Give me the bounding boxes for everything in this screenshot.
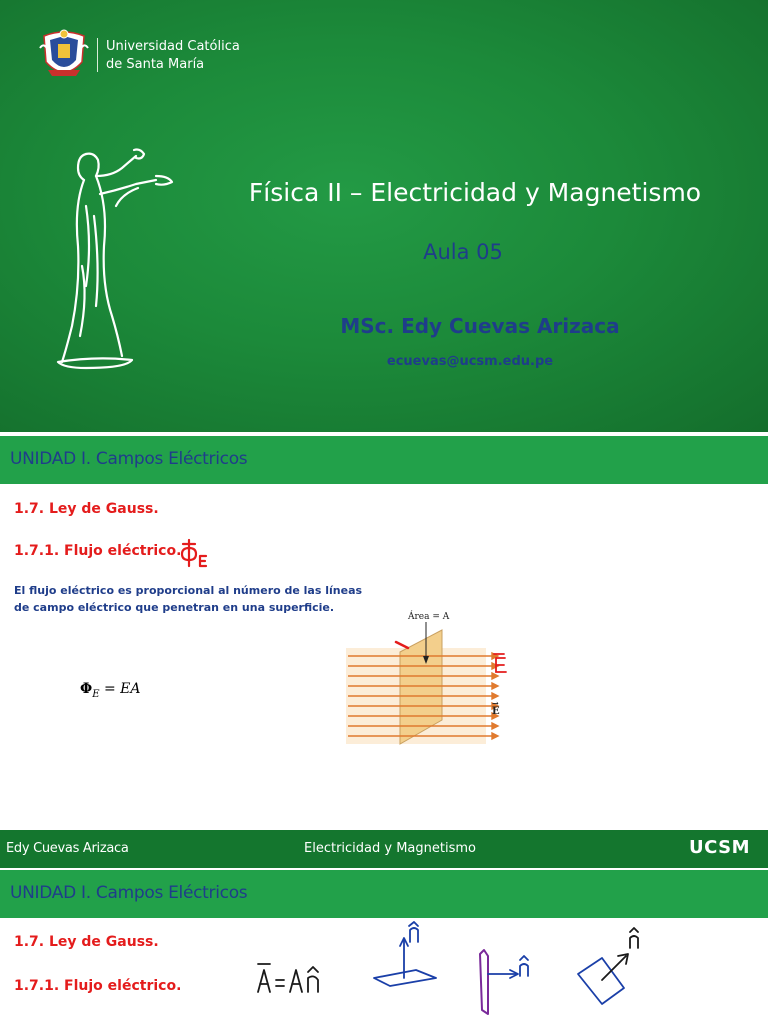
footer-brand-logo: UCSM <box>688 837 750 858</box>
logo-divider <box>97 38 98 72</box>
figure-field-label: → E <box>492 698 500 717</box>
university-crest-icon <box>38 26 90 84</box>
teacher-name: MSc. Edy Cuevas Arizaca <box>340 314 620 338</box>
university-name-line2: de Santa María <box>106 57 205 72</box>
teacher-email[interactable]: ecuevas@ucsm.edu.pe <box>386 354 554 369</box>
handwritten-vector-sketches <box>240 918 660 1018</box>
slide-footer <box>0 830 768 868</box>
section-heading-2: 1.7. Ley de Gauss. <box>14 934 159 950</box>
course-title: Física II – Electricidad y Magnetismo <box>248 178 702 207</box>
statue-illustration <box>56 146 186 372</box>
handwritten-phi-icon <box>180 538 214 568</box>
flux-description: El flujo eléctrico es proporcional al número de las líneas de campo eléctrico que penetran en una superficie. <box>14 584 363 614</box>
unit-header-text-2: UNIDAD I. Campos Eléctricos <box>10 883 248 903</box>
unit-header-bar-2 <box>0 870 768 918</box>
figure-field-letter: E <box>492 706 500 717</box>
figure-area-label: Área = A <box>408 612 450 622</box>
section-heading: 1.7. Ley de Gauss. <box>14 501 159 517</box>
electric-flux-figure <box>342 608 512 748</box>
flux-formula: $\Phi_E$ = EA <box>80 681 141 700</box>
university-name-line1: Universidad Católica <box>106 39 240 54</box>
subsection-heading: 1.7.1. Flujo eléctrico. <box>14 543 182 559</box>
university-name <box>106 38 240 74</box>
footer-course: Electricidad y Magnetismo <box>304 841 476 856</box>
title-slide <box>0 0 768 432</box>
unit-header-bar <box>0 436 768 484</box>
unit-header-text: UNIDAD I. Campos Eléctricos <box>10 449 248 469</box>
footer-author: Edy Cuevas Arizaca <box>6 841 129 856</box>
subsection-heading-2: 1.7.1. Flujo eléctrico. <box>14 978 182 994</box>
class-number: Aula 05 <box>423 240 503 264</box>
